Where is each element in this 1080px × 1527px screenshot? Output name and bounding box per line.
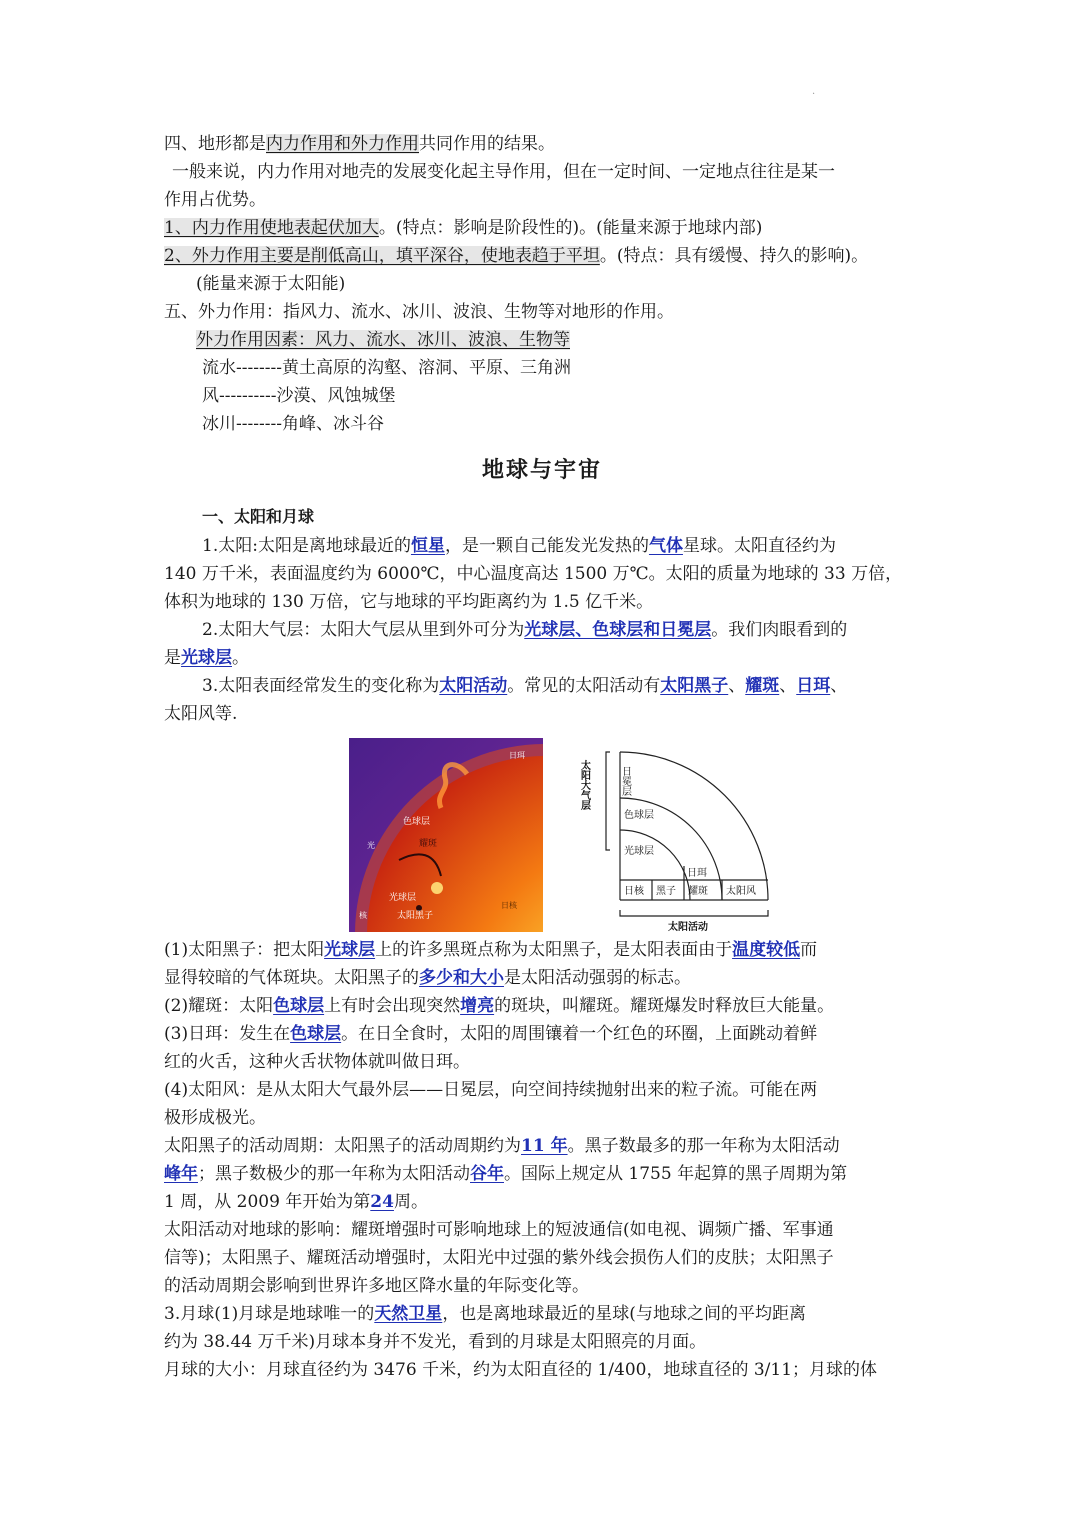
page-title: 地球与宇宙 <box>481 457 602 483</box>
cell-flare: 耀斑 <box>688 886 708 897</box>
s4-para-line: 一般来说，内力作用对地壳的发展变化起主导作用，但在一定时间、一定地点往往是某一 <box>172 162 835 182</box>
text: ，是一颗自己能发光发热的 <box>444 536 649 556</box>
text: 2.太阳大气层：太阳大气层从里到外可分为 <box>202 620 525 640</box>
s4-item-2 <box>164 242 920 270</box>
highlight: 2、外力作用主要是削低高山，填平深谷，使地表趋于平坦 <box>164 246 600 266</box>
text: 周。 <box>393 1192 428 1212</box>
text: 、 <box>830 676 848 696</box>
layer-chromosphere: 色球层 <box>624 810 654 821</box>
para-line <box>164 1160 920 1188</box>
keyword: 气体 <box>648 536 683 556</box>
cell-sunspot: 黑子 <box>656 886 676 897</box>
text: 、 <box>779 676 797 696</box>
para-line: 月球的大小：月球直径约为 3476 千米，约为太阳直径的 1/400，地球直径的 3/11；月球的体 <box>164 1360 878 1380</box>
s5-factors <box>164 326 920 354</box>
cell-wind: 太阳风 <box>726 886 756 897</box>
keyword: 色球层 <box>273 996 325 1016</box>
text: 而 <box>800 940 818 960</box>
text: 是 <box>164 648 181 668</box>
sunspot-cycle <box>164 1132 920 1160</box>
text: ；黑子数极少的那一年称为太阳活动 <box>198 1164 470 1184</box>
text: 3.太阳表面经常发生的变化称为 <box>202 676 440 696</box>
para-line <box>164 1188 920 1216</box>
para-line: 极形成极光。 <box>164 1108 266 1128</box>
keyword: 太阳活动 <box>439 676 508 696</box>
keyword: 谷年 <box>470 1164 504 1184</box>
text: (1)太阳黑子：把太阳 <box>164 940 325 960</box>
text: 四、地形都是 <box>164 134 266 154</box>
solar-effect: 太阳活动对地球的影响：耀斑增强时可影响地球上的短波通信(如电视、调频广播、军事通 <box>164 1220 834 1240</box>
para-line: 约为 38.44 万千米)月球本身并不发光，看到的月球是太阳照亮的月面。 <box>164 1332 707 1352</box>
text: 是太阳活动强弱的标志。 <box>504 968 691 988</box>
caption: 太阳活动 <box>668 922 708 933</box>
text: 。国际上规定从 1755 年起算的黑子周期为第 <box>504 1164 848 1184</box>
para-line: 体积为地球的 130 万倍，它与地球的平均距离约为 1.5 亿千米。 <box>164 592 654 612</box>
highlight: 内力作用和外力作用 <box>266 134 419 154</box>
text: 上的许多黑斑点称为太阳黑子，是太阳表面由于 <box>375 940 733 960</box>
text: 3.月球(1)月球是地球唯一的 <box>164 1304 375 1324</box>
keyword: 太阳黑子 <box>660 676 729 696</box>
text: 。(特点：具有缓慢、持久的影响)。 <box>599 246 869 266</box>
text: ，也是离地球最近的星球(与地球之间的平均距离 <box>442 1304 806 1324</box>
keyword: 色球层 <box>290 1024 342 1044</box>
s5-row: 流水--------黄土高原的沟壑、溶洞、平原、三角洲 <box>202 358 571 378</box>
label-chromosphere: 色球层 <box>403 817 431 827</box>
s4-para-line: 作用占优势。 <box>164 190 266 210</box>
text: 太阳黑子的活动周期：太阳黑子的活动周期约为 <box>164 1136 521 1156</box>
text: 、 <box>728 676 746 696</box>
page-dot: . <box>812 86 816 97</box>
keyword: 光球层、色球层和日冕层 <box>524 620 712 640</box>
keyword: 多少和大小 <box>419 968 504 988</box>
para-line: 太阳风等. <box>164 704 238 724</box>
def-sunspot <box>164 936 920 964</box>
text: 共同作用的结果。 <box>419 134 555 154</box>
keyword: 耀斑 <box>745 676 780 696</box>
para-line <box>164 964 920 992</box>
text: 。常见的太阳活动有 <box>507 676 661 696</box>
s5-row: 风----------沙漠、风蚀城堡 <box>202 386 396 406</box>
keyword: 峰年 <box>164 1164 198 1184</box>
keyword: 光球层 <box>181 648 232 668</box>
text: 。 <box>232 648 249 668</box>
keyword: 日珥 <box>796 676 831 696</box>
keyword: 天然卫星 <box>374 1304 443 1324</box>
para-line: 信等)；太阳黑子、耀斑活动增强时，太阳光中过强的紫外线会损伤人们的皮肤；太阳黑子 <box>164 1248 834 1268</box>
label-edge-bottom: 核 <box>359 911 367 920</box>
sun-atmosphere-diagram <box>576 746 776 936</box>
label-edge: 光 <box>367 841 375 850</box>
para-atmosphere <box>164 616 920 644</box>
text: 1 周，从 2009 年开始为第 <box>164 1192 371 1212</box>
s5-heading: 五、外力作用：指风力、流水、冰川、波浪、生物等对地形的作用。 <box>164 302 674 322</box>
s4-item-2-cont: (能量来源于太阳能) <box>196 274 346 294</box>
label-photosphere: 光球层 <box>389 893 417 903</box>
side-label: 太阳大气层 <box>578 760 590 810</box>
text: 。黑子数最多的那一年称为太阳活动 <box>567 1136 840 1156</box>
text: 。我们肉眼看到的 <box>711 620 848 640</box>
cell-core: 日核 <box>624 886 644 897</box>
text: 星球。太阳直径约为 <box>682 536 836 556</box>
text: 。在日全食时，太阳的周围镶着一个红色的环圈，上面跳动着鲜 <box>341 1024 818 1044</box>
label-sunspot: 太阳黑子 <box>397 911 434 921</box>
s5-row: 冰川--------角峰、冰斗谷 <box>202 414 384 434</box>
para-line <box>164 644 920 672</box>
content <box>164 130 920 1384</box>
figures <box>164 738 920 936</box>
sun-photo <box>349 738 543 932</box>
highlight: 外力作用因素：风力、流水、冰川、波浪、生物等 <box>196 330 570 350</box>
text: 的斑块，叫耀斑。耀斑爆发时释放巨大能量。 <box>494 996 835 1016</box>
layer-corona: 日冕层 <box>619 766 631 796</box>
text: (3)日珥：发生在 <box>164 1024 291 1044</box>
keyword: 恒星 <box>410 536 445 556</box>
layer-photosphere: 光球层 <box>624 846 654 857</box>
keyword: 增亮 <box>460 996 495 1016</box>
text: (2)耀斑：太阳 <box>164 996 274 1016</box>
para-line: 140 万千米，表面温度约为 6000℃，中心温度高达 1500 万℃。太阳的质量为地球的 33 万倍， <box>164 564 903 584</box>
s4-item-1 <box>164 214 920 242</box>
def-prominence <box>164 1020 920 1048</box>
para-sun <box>164 532 920 560</box>
keyword: 温度较低 <box>732 940 801 960</box>
text: 。(特点：影响是阶段性的)。(能量来源于地球内部) <box>378 218 763 238</box>
keyword: 24 <box>370 1192 394 1212</box>
activity-bracket <box>620 910 768 916</box>
label-prominence: 日珥 <box>687 868 707 879</box>
text: 上有时会出现突然 <box>324 996 461 1016</box>
section-heading: 一、太阳和月球 <box>202 507 315 526</box>
def-flare <box>164 992 920 1020</box>
moon-para <box>164 1300 920 1328</box>
para-line: 红的火舌，这种火舌状物体就叫做日珥。 <box>164 1052 470 1072</box>
para-activity <box>164 672 920 700</box>
keyword: 光球层 <box>324 940 376 960</box>
flare-glow <box>431 882 443 894</box>
def-solar-wind: (4)太阳风：是从太阳大气最外层——日冕层，向空间持续抛射出来的粒子流。可能在两 <box>164 1080 818 1100</box>
highlight: 1、内力作用使地表起伏加大 <box>164 218 379 238</box>
keyword: 11 年 <box>521 1136 568 1156</box>
label-prominence: 日珥 <box>509 751 525 760</box>
para-line: 的活动周期会影响到世界许多地区降水量的年际变化等。 <box>164 1276 589 1296</box>
atmosphere-bracket <box>606 752 610 850</box>
text: 显得较暗的气体斑块。太阳黑子的 <box>164 968 419 988</box>
text: 1.太阳:太阳是离地球最近的 <box>202 536 411 556</box>
label-core: 日核 <box>501 901 517 910</box>
s4-heading <box>164 130 920 158</box>
label-flare: 耀斑 <box>419 839 438 849</box>
